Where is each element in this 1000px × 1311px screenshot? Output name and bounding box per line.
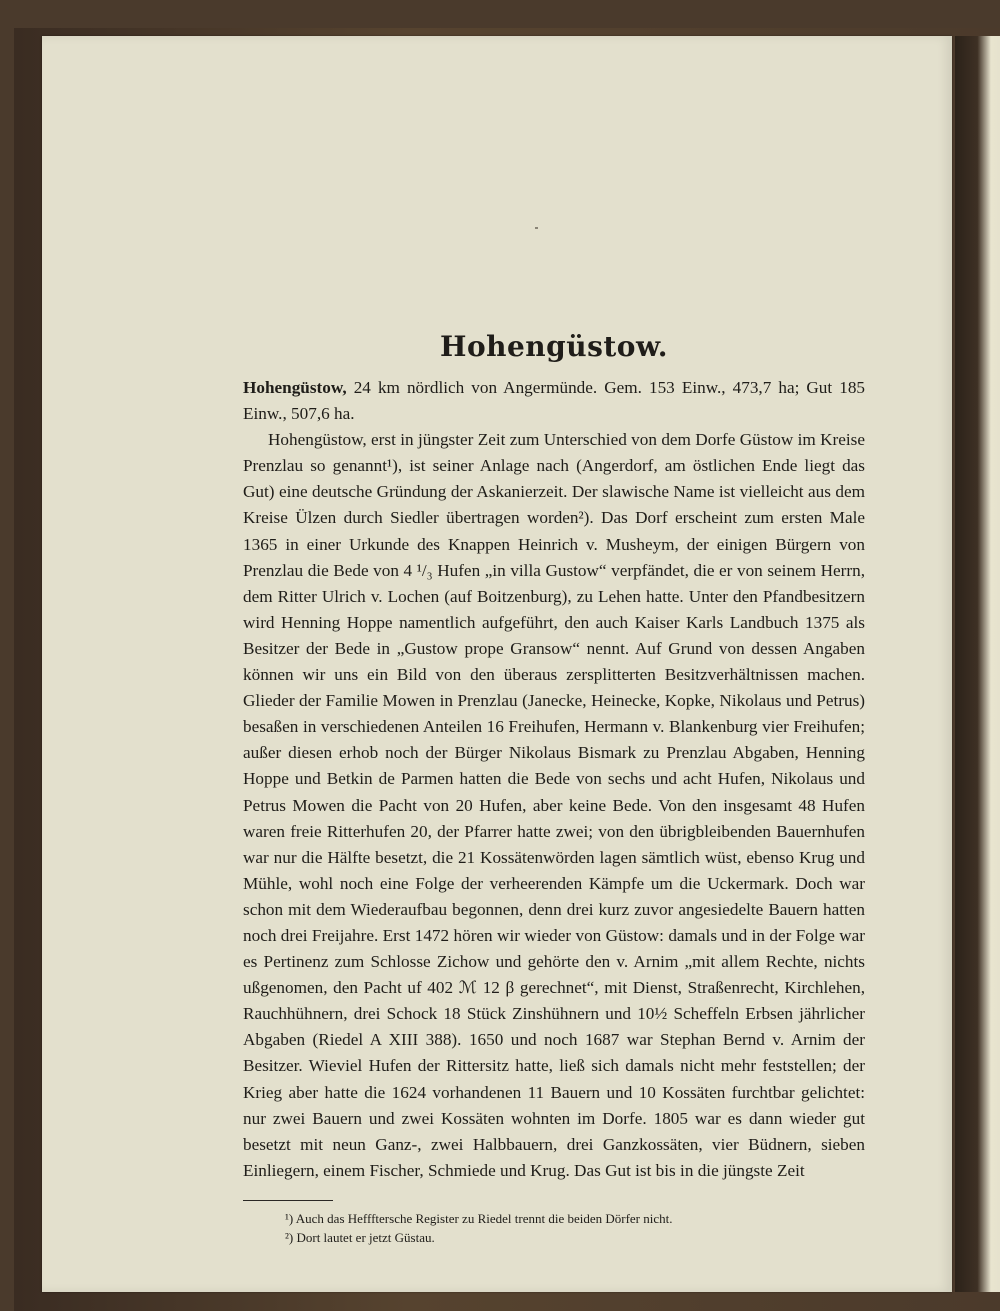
book-spine xyxy=(955,36,1000,1292)
footnote-divider xyxy=(243,1200,333,1201)
entry-name: Hohengüstow, xyxy=(243,378,347,397)
paper-speck xyxy=(535,227,538,229)
page-title: Hohengüstow. xyxy=(439,330,668,363)
footnote-1: ¹) Auch das Heffftersche Register zu Riedel trennt die beiden Dörfer nicht. xyxy=(285,1210,673,1226)
page-content xyxy=(243,330,865,1247)
footnote-2: ²) Dort lautet er jetzt Güstau. xyxy=(285,1229,435,1245)
body-paragraph: Hohengüstow, erst in jüngster Zeit zum Unterschied von dem Dorfe Güstow im Kreise Prenzlau so genannt¹), ist seiner Anlage nach (Angerdorf, am östlichen Ende liegt das Gut) eine deutsche Gründung der Askanierzeit. Der slawische Name ist vielleicht aus dem Kreise Ülzen durch Siedler übertragen worden²). Das Dorf erscheint zum ersten Male 1365 in einer Urkunde des Knappen Heinrich v. Musheym, der einigen Bürgern von Prenzlau die Bede von 4 ¹/₃ Hufen „in villa Gustow“ verpfändet, die er von seinem Herrn, dem Ritter Ulrich v. Lochen (auf Boitzenburg), zu Lehen hatte. Unter den Pfandbesitzern wird Henning Hoppe namentlich aufgeführt, den auch Kaiser Karls Landbuch 1375 als Besitzer der Bede in „Gustow prope Gransow“ nennt. Auf Grund von dessen Angaben können wir uns ein Bild von den überaus zersplitterten Besitzverhältnissen machen. Glieder der Familie Mowen in Prenzlau (Janecke, Heinecke, Kopke, Nikolaus und Petrus) besaßen in verschiedenen Anteilen 16 Freihufen, Hermann v. Blankenburg vier Freihufen; außer diesen erhob noch der Bürger Nikolaus Bismark zu Prenzlau Abgaben, Henning Hoppe und Betkin de Parmen hatten die Bede von sechs und acht Hufen, Nikolaus und Petrus Mowen die Pacht von 20 Hufen, aber keine Bede. Von den insgesamt 48 Hufen waren freie Ritterhufen 20, der Pfarrer hatte zwei; von den übrigbleibenden Bauernhufen war nur die Hälfte besetzt, die 21 Kossätenwörden lagen sämtlich wüst, ebenso Krug und Mühle, wohl noch eine Folge der verheerenden Kämpfe um die Uckermark. Doch war schon mit dem Wiederaufbau begonnen, denn drei kurz zuvor angesiedelte Bauern hatten noch drei Freijahre. Erst 1472 hören wir wieder von Güstow: damals und in der Folge war es Pertinenz zum Schlosse Zichow und gehörte den v. Arnim „mit allem Rechte, nichts ußgenomen, den Pacht uf 402 ℳ 12 β gerechnet“, mit Dienst, Straßenrecht, Kirchlehen, Rauchhühnern, drei Schock 18 Stück Zinshühnern und 10½ Scheffeln Erbsen jährlicher Abgaben (Riedel A XIII 388). 1650 und noch 1687 war Stephan Bernd v. Arnim der Besitzer. Wieviel Hufen der Rittersitz hatte, ließ sich damals nicht mehr feststellen; der Krieg aber hatte die 1624 vorhandenen 11 Bauern und 10 Kossäten furchtbar gelichtet: nur zwei Bauern und zwei Kossäten wohnten im Dorfe. 1805 war es dann wieder gut besetzt mit neun Ganz-, zwei Halbbauern, drei Ganzkossäten, vier Büdnern, sieben Einliegern, einem Fischer, Schmiede und Krug. Das Gut ist bis in die jüngste Zeit xyxy=(243,430,865,1180)
entry-paragraph xyxy=(243,375,865,427)
entry-text: 24 km nördlich von Angermünde. Gem. 153 Einw., 473,7 ha; Gut 185 Einw., 507,6 ha. xyxy=(243,378,866,424)
